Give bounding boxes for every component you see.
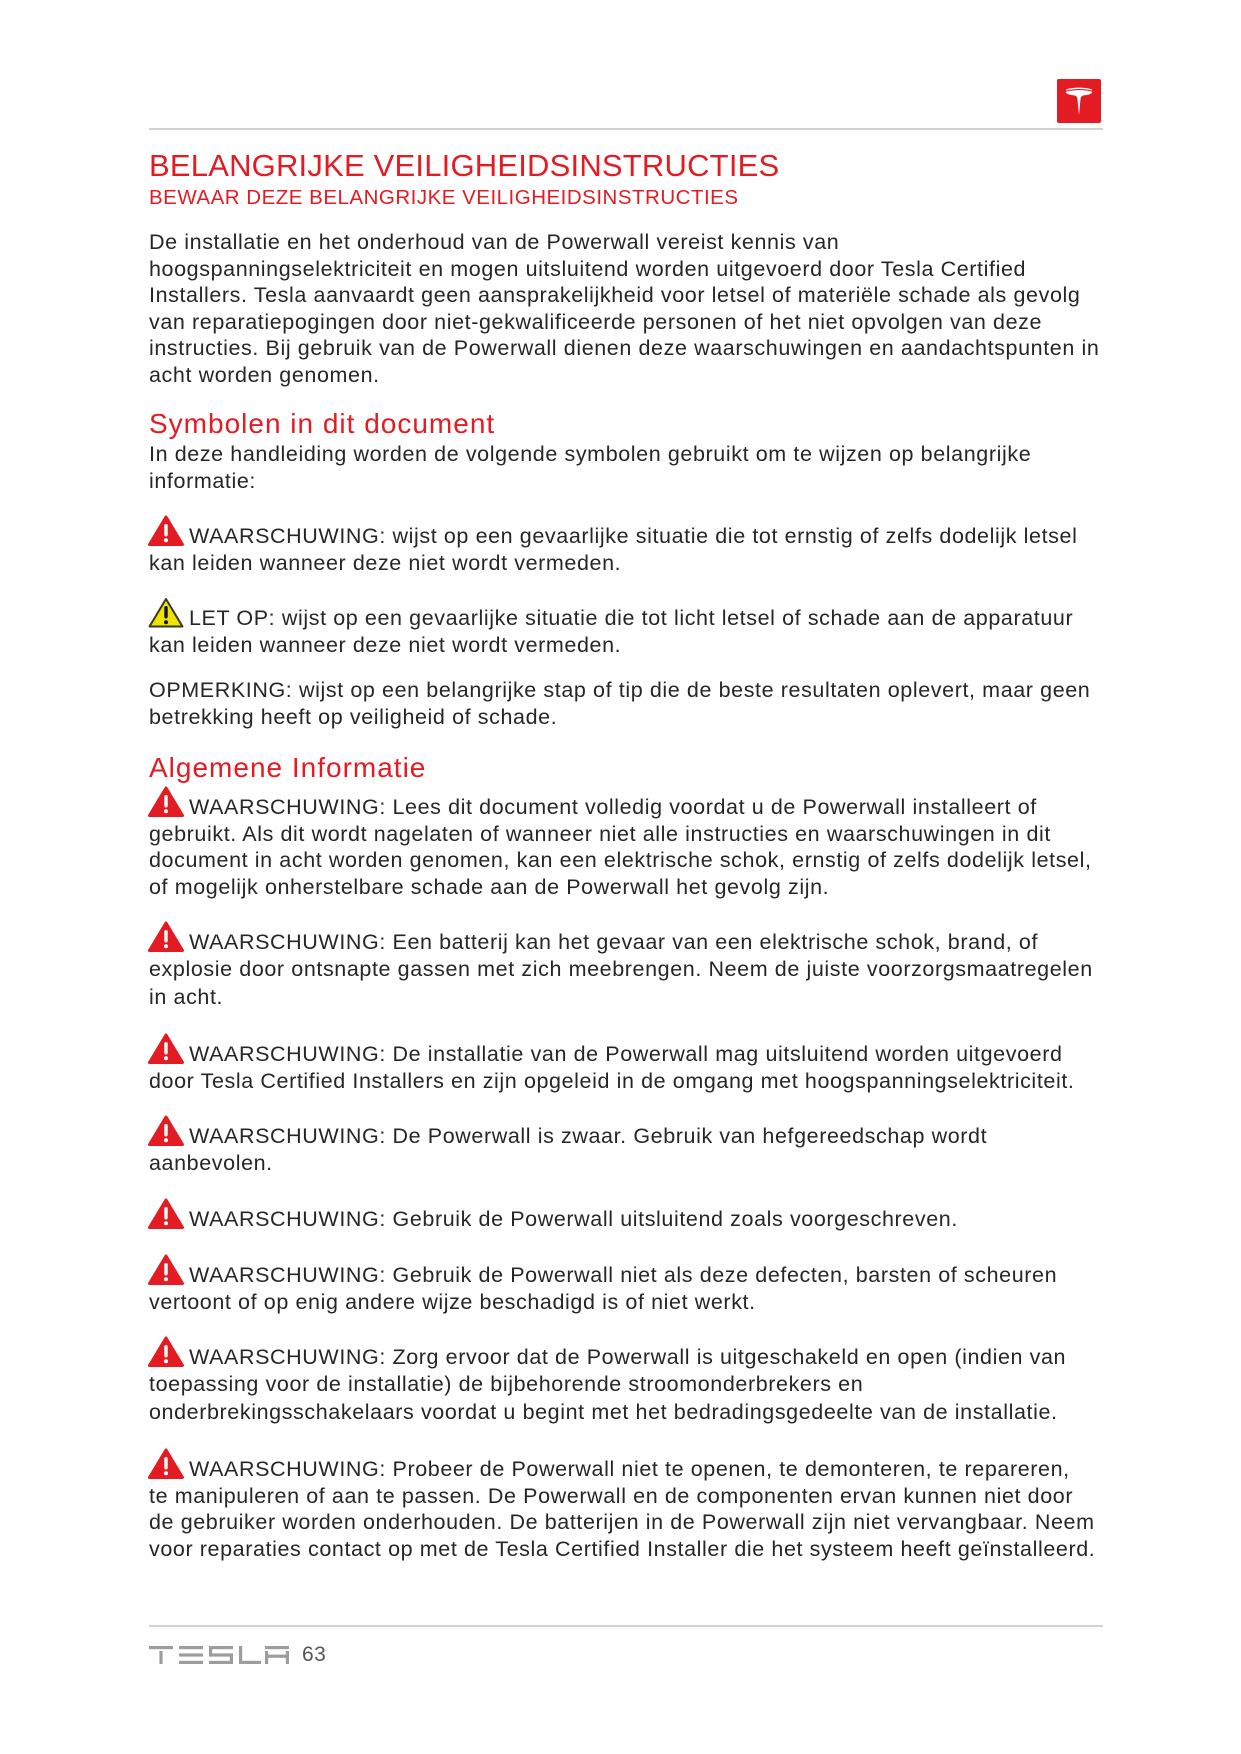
caution-text: wijst op een gevaarlijke situatie die tot licht letsel of schade aan de apparatuur <box>281 606 1074 630</box>
warning-triangle-icon <box>147 1197 185 1230</box>
section-heading-symbols: Symbolen in dit document <box>149 408 496 439</box>
warning-item <box>149 1456 1095 1562</box>
warning-triangle-icon <box>147 1032 185 1065</box>
warning-item <box>149 794 1092 900</box>
warning-label: WAARSCHUWING: <box>189 795 386 819</box>
symbols-intro-paragraph <box>149 441 1031 494</box>
paragraph-line: kan leiden wanneer deze niet wordt vermeden. <box>149 632 622 657</box>
paragraph-line <box>149 677 1090 704</box>
paragraph-line: kan leiden wanneer deze niet wordt vermeden. <box>149 550 622 575</box>
paragraph-line: vertoont of op enig andere wijze beschadigd is of niet werkt. <box>149 1289 756 1314</box>
caution-triangle-icon <box>147 596 185 629</box>
warning-text: Gebruik de Powerwall uitsluitend zoals voorgeschreven. <box>392 1207 958 1231</box>
warning-triangle-icon <box>147 514 185 547</box>
warning-item <box>149 1206 958 1233</box>
paragraph-line: voor reparaties contact op met de Tesla Certified Installer die het systeem heeft geïnstalleerd. <box>149 1536 1096 1561</box>
warning-label: WAARSCHUWING: <box>189 1124 386 1148</box>
warning-text: wijst op een gevaarlijke situatie die tot ernstig of zelfs dodelijk letsel <box>392 524 1078 548</box>
paragraph-line: In deze handleiding worden de volgende symbolen gebruikt om te wijzen op belangrijke <box>149 442 1032 466</box>
paragraph-line <box>149 794 1092 821</box>
page-number: 63 <box>302 1643 327 1666</box>
warning-label: WAARSCHUWING: <box>189 1457 386 1481</box>
paragraph-line: te manipuleren of aan te passen. De Powerwall en de componenten ervan kunnen niet door <box>149 1483 1074 1508</box>
page-subtitle: BEWAAR DEZE BELANGRIJKE VEILIGHEIDSINSTRUCTIES <box>149 186 739 209</box>
warning-text: Gebruik de Powerwall niet als deze defecten, barsten of scheuren <box>392 1263 1058 1287</box>
paragraph-line <box>149 1456 1095 1483</box>
warning-text: De installatie van de Powerwall mag uitsluitend worden uitgevoerd <box>392 1042 1063 1066</box>
intro-paragraph <box>149 229 1099 388</box>
paragraph-line: of mogelijk onherstelbare schade aan de Powerwall het gevolg zijn. <box>149 874 830 899</box>
paragraph-line <box>149 605 1073 632</box>
warning-text: De Powerwall is zwaar. Gebruik van hefgereedschap wordt <box>392 1124 988 1148</box>
symbol-caution-item <box>149 605 1073 658</box>
warning-text: Een batterij kan het gevaar van een elektrische schok, brand, of <box>392 930 1039 954</box>
caution-label: LET OP: <box>189 606 276 630</box>
paragraph-line <box>149 1262 1057 1289</box>
page-title: BELANGRIJKE VEILIGHEIDSINSTRUCTIES <box>149 148 780 183</box>
paragraph-line: acht worden genomen. <box>149 362 380 387</box>
paragraph-line: informatie: <box>149 468 256 493</box>
paragraph-line: Installers. Tesla aanvaardt geen aansprakelijkheid voor letsel of materiële schade als gevolg <box>149 283 1081 307</box>
warning-triangle-icon <box>147 1447 185 1480</box>
paragraph-line <box>149 929 1093 956</box>
warning-triangle-icon <box>147 1253 185 1286</box>
warning-label: WAARSCHUWING: <box>189 1207 386 1231</box>
warning-label: WAARSCHUWING: <box>189 1263 386 1287</box>
tesla-wordmark-icon <box>149 1646 289 1664</box>
note-label: OPMERKING: <box>149 678 293 702</box>
warning-label: WAARSCHUWING: <box>189 930 386 954</box>
paragraph-line <box>149 1041 1074 1068</box>
paragraph-line: explosie door ontsnapte gassen met zich meebrengen. Neem de juiste voorzorgsmaatregelen <box>149 956 1093 981</box>
warning-text: Probeer de Powerwall niet te openen, te demonteren, te repareren, <box>392 1457 1070 1481</box>
warning-triangle-icon <box>147 1335 185 1368</box>
section-heading-general: Algemene Informatie <box>149 752 427 783</box>
symbol-warning-item <box>149 523 1077 576</box>
note-text: wijst op een belangrijke stap of tip die de beste resultaten oplevert, maar geen <box>298 678 1091 702</box>
paragraph-line: betrekking heeft op veiligheid of schade. <box>149 704 558 729</box>
warning-item <box>149 1041 1074 1094</box>
warning-triangle-icon <box>147 1114 185 1147</box>
symbol-note-item <box>149 677 1090 730</box>
tesla-t-logo-icon <box>1057 79 1101 123</box>
warning-text: Lees dit document volledig voordat u de Powerwall installeert of <box>392 795 1037 819</box>
paragraph-line: toepassing voor de installatie) de bijbehorende stroomonderbrekers en <box>149 1371 864 1396</box>
footer-divider <box>149 1625 1103 1627</box>
warning-label: WAARSCHUWING: <box>189 1345 386 1369</box>
paragraph-line: aanbevolen. <box>149 1150 273 1175</box>
header-divider <box>149 128 1103 130</box>
paragraph-line <box>149 523 1077 550</box>
paragraph-line: van reparatiepogingen door niet-gekwalificeerde personen of het niet opvolgen van deze <box>149 309 1043 334</box>
paragraph-line: instructies. Bij gebruik van de Powerwall dienen deze waarschuwingen en aandachtspunten in <box>149 336 1100 360</box>
warning-triangle-icon <box>147 920 185 953</box>
paragraph-line <box>149 1344 1066 1371</box>
paragraph-line: De installatie en het onderhoud van de Powerwall vereist kennis van <box>149 230 840 254</box>
paragraph-line: in acht. <box>149 985 224 1009</box>
paragraph-line: onderbrekingsschakelaars voordat u begint met het bedradingsgedeelte van de installatie. <box>149 1400 1058 1424</box>
warning-item <box>149 1262 1057 1315</box>
paragraph-line: document in acht worden genomen, kan een elektrische schok, ernstig of zelfs dodelijk letsel, <box>149 848 1092 872</box>
paragraph-line <box>149 1123 987 1150</box>
paragraph-line: door Tesla Certified Installers en zijn opgeleid in de omgang met hoogspanningselektriciteit. <box>149 1068 1075 1093</box>
warning-label: WAARSCHUWING: <box>189 524 386 548</box>
paragraph-line <box>149 1206 958 1233</box>
paragraph-line: hoogspanningselektriciteit en mogen uitsluitend worden uitgevoerd door Tesla Certified <box>149 256 1027 281</box>
warning-triangle-icon <box>147 785 185 818</box>
warning-item <box>149 1123 987 1176</box>
paragraph-line: de gebruiker worden onderhouden. De batterijen in de Powerwall zijn niet vervangbaar. Neem <box>149 1510 1095 1534</box>
warning-label: WAARSCHUWING: <box>189 1042 386 1066</box>
warning-text: Zorg ervoor dat de Powerwall is uitgeschakeld en open (indien van <box>392 1345 1067 1369</box>
tesla-wordmark-logo <box>149 1646 289 1664</box>
warning-item <box>149 929 1093 1011</box>
warning-item <box>149 1344 1066 1426</box>
paragraph-line: gebruikt. Als dit wordt nagelaten of wanneer niet alle instructies en waarschuwingen in dit <box>149 821 1051 846</box>
